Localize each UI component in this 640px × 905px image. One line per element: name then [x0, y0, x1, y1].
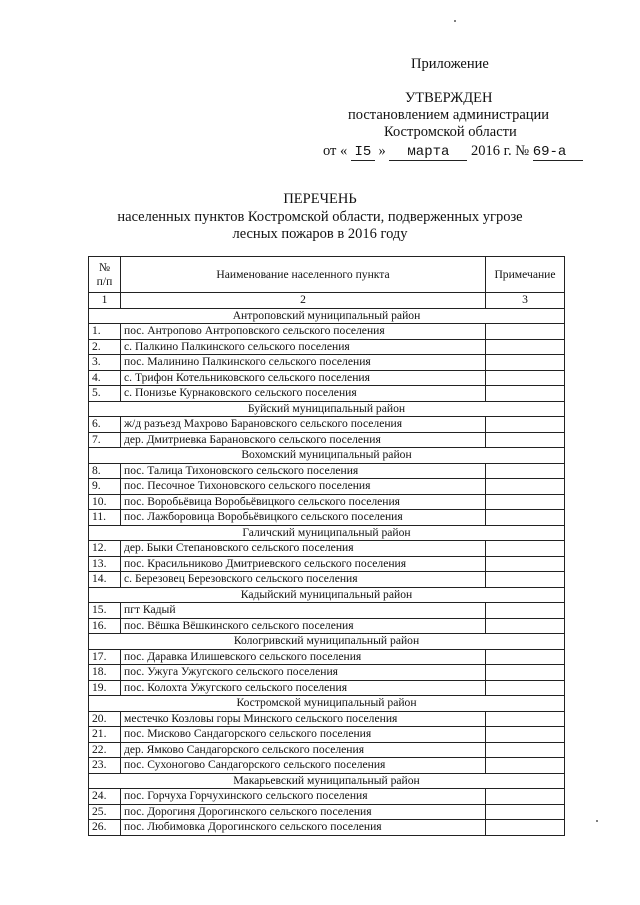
table-row	[89, 463, 565, 479]
header-num-line2: п/п	[96, 274, 113, 288]
table-row	[89, 789, 565, 805]
table-row	[89, 711, 565, 727]
col-index: 3	[486, 293, 565, 309]
table-row	[89, 665, 565, 681]
note-cell	[486, 463, 565, 479]
settlement-name: с. Трифон Котельниковского сельского поселения	[121, 370, 486, 386]
district-name: Кологривский муниципальный район	[89, 634, 565, 650]
header-name: Наименование населенного пункта	[121, 257, 486, 293]
note-cell	[486, 479, 565, 495]
settlement-name: пос. Песочное Тихоновского сельского поселения	[121, 479, 486, 495]
row-number: 4.	[89, 370, 121, 386]
settlements-table	[88, 256, 565, 836]
district-name: Костромской муниципальный район	[89, 696, 565, 712]
settlement-name: пос. Антропово Антроповского сельского поселения	[121, 324, 486, 340]
row-number: 14.	[89, 572, 121, 588]
row-number: 10.	[89, 494, 121, 510]
district-row	[89, 696, 565, 712]
note-cell	[486, 541, 565, 557]
table-row	[89, 572, 565, 588]
settlement-name: пос. Воробьёвица Воробьёвицкого сельского поселения	[121, 494, 486, 510]
settlement-name: пгт Кадый	[121, 603, 486, 619]
scan-speck	[596, 820, 598, 822]
table-row	[89, 820, 565, 836]
note-cell	[486, 603, 565, 619]
settlement-name: ж/д разъезд Махрово Барановского сельского поселения	[121, 417, 486, 433]
col-index: 2	[121, 293, 486, 309]
table-row	[89, 339, 565, 355]
district-row	[89, 773, 565, 789]
row-number: 19.	[89, 680, 121, 696]
note-cell	[486, 727, 565, 743]
table-row	[89, 386, 565, 402]
settlement-name: с. Понизье Курнаковского сельского поселения	[121, 386, 486, 402]
note-cell	[486, 820, 565, 836]
note-cell	[486, 417, 565, 433]
settlement-name: пос. Колохта Ужугского сельского поселения	[121, 680, 486, 696]
date-year: 2016 г. №	[471, 143, 530, 159]
approved-label: УТВЕРЖДЕН	[405, 90, 493, 106]
appendix-label: Приложение	[411, 56, 489, 72]
table-body	[89, 308, 565, 835]
note-cell	[486, 386, 565, 402]
district-row	[89, 587, 565, 603]
row-number: 24.	[89, 789, 121, 805]
note-cell	[486, 494, 565, 510]
settlement-name: пос. Малинино Палкинского сельского поселения	[121, 355, 486, 371]
note-cell	[486, 432, 565, 448]
note-cell	[486, 804, 565, 820]
row-number: 25.	[89, 804, 121, 820]
settlement-name: пос. Любимовка Дорогинского сельского поселения	[121, 820, 486, 836]
table-row	[89, 370, 565, 386]
district-name: Макарьевский муниципальный район	[89, 773, 565, 789]
settlement-name: пос. Сухоногово Сандагорского сельского поселения	[121, 758, 486, 774]
note-cell	[486, 618, 565, 634]
district-row	[89, 401, 565, 417]
district-name: Буйский муниципальный район	[89, 401, 565, 417]
row-number: 12.	[89, 541, 121, 557]
date-from: от «	[323, 143, 348, 159]
table-row	[89, 324, 565, 340]
row-number: 1.	[89, 324, 121, 340]
note-cell	[486, 742, 565, 758]
table-row	[89, 510, 565, 526]
table-row	[89, 417, 565, 433]
table-row	[89, 494, 565, 510]
settlement-name: дер. Быки Степановского сельского поселения	[121, 541, 486, 557]
district-row	[89, 634, 565, 650]
note-cell	[486, 370, 565, 386]
note-cell	[486, 355, 565, 371]
row-number: 11.	[89, 510, 121, 526]
date-day: I5	[351, 144, 375, 161]
settlement-name: пос. Ужуга Ужугского сельского поселения	[121, 665, 486, 681]
settlement-name: пос. Вёшка Вёшкинского сельского поселения	[121, 618, 486, 634]
scan-speck	[454, 20, 456, 22]
row-number: 26.	[89, 820, 121, 836]
row-number: 23.	[89, 758, 121, 774]
note-cell	[486, 680, 565, 696]
settlement-name: пос. Красильниково Дмитриевского сельского поселения	[121, 556, 486, 572]
table-row	[89, 804, 565, 820]
doc-title: ПЕРЕЧЕНЬ	[283, 191, 357, 207]
row-number: 18.	[89, 665, 121, 681]
row-number: 7.	[89, 432, 121, 448]
approved-by-line2: Костромской области	[384, 124, 517, 140]
district-name: Галичский муниципальный район	[89, 525, 565, 541]
settlement-name: дер. Дмитриевка Барановского сельского поселения	[121, 432, 486, 448]
note-cell	[486, 758, 565, 774]
row-number: 21.	[89, 727, 121, 743]
settlement-name: пос. Даравка Илишевского сельского поселения	[121, 649, 486, 665]
date-line	[323, 143, 583, 161]
district-row	[89, 448, 565, 464]
col-index: 1	[89, 293, 121, 309]
note-cell	[486, 339, 565, 355]
note-cell	[486, 510, 565, 526]
row-number: 2.	[89, 339, 121, 355]
row-number: 16.	[89, 618, 121, 634]
table-row	[89, 649, 565, 665]
row-number: 6.	[89, 417, 121, 433]
settlement-name: пос. Горчуха Горчухинского сельского поселения	[121, 789, 486, 805]
row-number: 8.	[89, 463, 121, 479]
row-number: 15.	[89, 603, 121, 619]
table-row	[89, 432, 565, 448]
district-row	[89, 525, 565, 541]
column-index-row	[89, 293, 565, 309]
district-name: Кадыйский муниципальный район	[89, 587, 565, 603]
approved-by-line1: постановлением администрации	[348, 107, 550, 123]
date-month: марта	[389, 144, 467, 161]
table-row	[89, 541, 565, 557]
note-cell	[486, 789, 565, 805]
table-row	[89, 556, 565, 572]
district-name: Вохомский муниципальный район	[89, 448, 565, 464]
row-number: 22.	[89, 742, 121, 758]
row-number: 9.	[89, 479, 121, 495]
settlement-name: пос. Дорогиня Дорогинского сельского поселения	[121, 804, 486, 820]
settlement-name: пос. Мисково Сандагорского сельского поселения	[121, 727, 486, 743]
settlement-name: пос. Лажборовица Воробьёвицкого сельского поселения	[121, 510, 486, 526]
district-row	[89, 308, 565, 324]
row-number: 5.	[89, 386, 121, 402]
settlement-name: с. Палкино Палкинского сельского поселения	[121, 339, 486, 355]
header-note: Примечание	[486, 257, 565, 293]
note-cell	[486, 649, 565, 665]
table-header-row	[89, 257, 565, 293]
header-num	[89, 257, 121, 293]
settlement-name: дер. Ямково Сандагорского сельского поселения	[121, 742, 486, 758]
doc-subtitle-line2: лесных пожаров в 2016 году	[232, 226, 408, 242]
settlement-name: с. Березовец Березовского сельского поселения	[121, 572, 486, 588]
date-mid: »	[378, 143, 386, 159]
row-number: 17.	[89, 649, 121, 665]
table-row	[89, 680, 565, 696]
row-number: 20.	[89, 711, 121, 727]
doc-subtitle-line1: населенных пунктов Костромской области, подверженных угрозе	[117, 209, 523, 225]
note-cell	[486, 556, 565, 572]
table-row	[89, 479, 565, 495]
table-row	[89, 758, 565, 774]
settlement-name: местечко Козловы горы Минского сельского поселения	[121, 711, 486, 727]
note-cell	[486, 324, 565, 340]
table-row	[89, 618, 565, 634]
row-number: 3.	[89, 355, 121, 371]
table-row	[89, 355, 565, 371]
district-name: Антроповский муниципальный район	[89, 308, 565, 324]
date-number: 69-а	[533, 144, 583, 161]
table-row	[89, 603, 565, 619]
note-cell	[486, 665, 565, 681]
header-num-line1: №	[98, 260, 111, 274]
note-cell	[486, 711, 565, 727]
settlement-name: пос. Талица Тихоновского сельского поселения	[121, 463, 486, 479]
table-row	[89, 742, 565, 758]
row-number: 13.	[89, 556, 121, 572]
table-row	[89, 727, 565, 743]
note-cell	[486, 572, 565, 588]
